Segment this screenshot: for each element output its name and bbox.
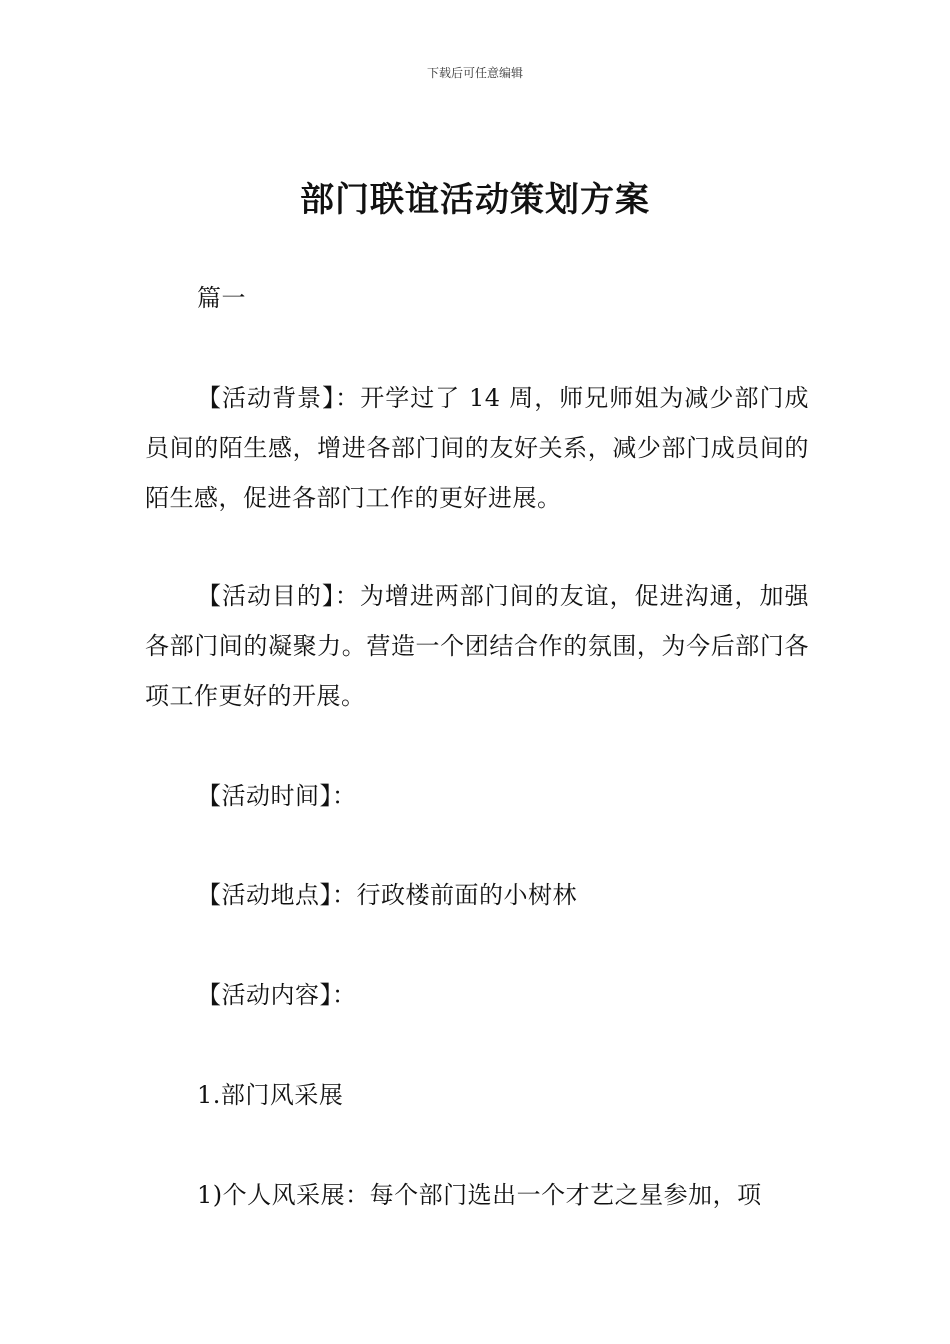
list-item-1: 1.部门风采展 (197, 1081, 344, 1109)
paragraph-purpose (145, 571, 809, 721)
label-background: 【活动背景】： (197, 384, 361, 412)
text-background: 开学过了 14 周，师兄师姐为减少部门成员间的陌生感，增进各部门间的友好关系，减少部门成员间的陌生感，促进各部门工作的更好进展。 (145, 384, 810, 512)
paragraph-location (145, 870, 809, 920)
label-content: 【活动内容】： (197, 981, 357, 1009)
paragraph-time (145, 771, 809, 821)
label-time: 【活动时间】： (197, 782, 357, 810)
label-location: 【活动地点】： (197, 881, 357, 909)
list-item-1-sub-1: 1)个人风采展：每个部门选出一个才艺之星参加，项 (197, 1181, 762, 1209)
document-title: 部门联谊活动策划方案 (300, 180, 650, 220)
paragraph-background (145, 373, 809, 523)
label-purpose: 【活动目的】： (197, 582, 360, 610)
text-purpose: 为增进两部门间的友谊，促进沟通，加强各部门间的凝聚力。营造一个团结合作的氛围，为今后部门各项工作更好的开展。 (145, 582, 810, 710)
paragraph-content (145, 970, 809, 1020)
header-note: 下载后可任意编辑 (426, 66, 523, 80)
text-location: 行政楼前面的小树林 (356, 881, 577, 909)
section-heading: 篇一 (197, 284, 246, 312)
